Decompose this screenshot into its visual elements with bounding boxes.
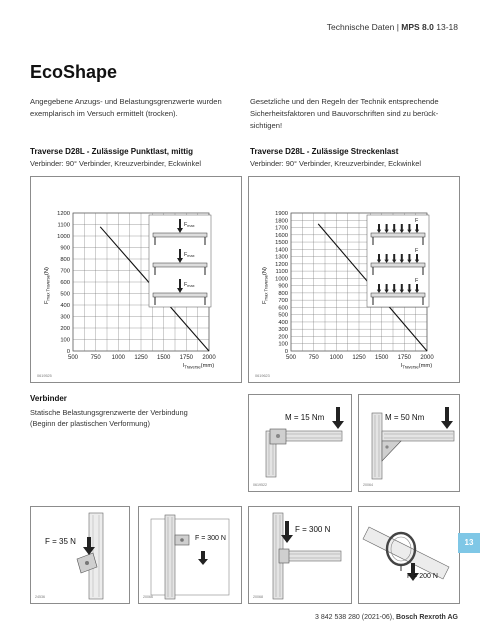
y-tick-label: 1200 [275,261,288,268]
force-300-cross-figure-id: 20066 [143,595,153,599]
y-tick-label: 1200 [57,211,70,217]
figure-force-35 [30,506,130,604]
load-arrow-icon [386,224,388,230]
verbinder-text-line: Statische Belastungsgrenzwerte der Verbindung [30,408,188,417]
moment-50-label: M = 50 Nm [385,413,425,422]
left-section-heading: Traverse D28L - Zulässige Punktlast, mittig [30,147,194,156]
y-axis-label: $F_{max Traverse}(N)$ [44,267,51,304]
intro-right [250,96,460,132]
y-tick-label: 700 [60,268,70,275]
inset-force-label: F [415,218,419,224]
page-footer [315,614,458,621]
force-300-t-figure-id: 20068 [253,595,263,599]
load-arrow-icon [378,254,380,260]
inset-beam [153,293,207,297]
y-tick-label: 800 [60,257,70,263]
moment-50-illustration [359,395,459,491]
x-tick-label: 1750 [397,355,412,361]
figure-force-200 [358,506,460,604]
inset-force-label: F [415,248,419,254]
force-arrow-icon [332,407,344,429]
y-tick-label: 1000 [57,234,70,240]
x-tick-label: 1750 [179,355,194,361]
moment-15-illustration [249,395,351,491]
x-tick-label: 1000 [329,355,344,361]
load-arrow-icon [378,284,380,290]
y-tick-label: 300 [60,314,70,321]
y-tick-label: 500 [60,291,70,298]
load-arrow-icon [416,224,418,230]
y-tick-label: 1600 [275,232,288,239]
figure-moment-50 [358,394,460,492]
chapter-tab[interactable]: 13 [458,533,480,553]
load-arrow-icon [408,284,410,290]
chart-line-load [249,177,459,382]
load-arrow-icon [408,254,410,260]
force-200-illustration [359,507,459,603]
inset-beam [371,263,425,267]
y-tick-label: 700 [278,298,288,305]
x-tick-label: 1500 [156,355,171,361]
y-tick-label: 500 [278,312,288,319]
y-tick-label: 600 [278,305,288,312]
x-tick-label: 1250 [134,355,148,361]
force-200-label: F = 200 N [407,573,438,580]
footer-company: Bosch Rexroth AG [396,614,458,621]
x-tick-label: 1500 [374,355,389,361]
x-tick-label: 500 [67,355,79,361]
inset-force-label: $F_{max}$ [184,252,195,259]
y-axis-label: $F_{max Traverse}(N)$ [262,267,269,304]
y-tick-label: 400 [278,319,288,326]
y-tick-label: 0 [66,349,70,355]
inset-force-label: F [415,278,419,284]
x-axis-label: $l_{Traverse}(mm)$ [183,363,215,370]
running-header: Technische Daten | MPS 8.0 13-18 [326,22,458,32]
y-tick-label: 1800 [275,218,288,225]
load-arrow-icon [378,224,380,230]
inset-force-label: $F_{max}$ [184,222,195,229]
load-arrow-icon [393,224,395,230]
force-35-label: F = 35 N [45,537,76,546]
intro-right-line: Sicherheitsfaktoren und Bauvorschriften sind zu berück- [250,109,439,118]
y-tick-label: 300 [278,327,288,334]
y-tick-label: 900 [60,245,70,252]
intro-right-line: sichtigen! [250,121,283,130]
header-page-number: 13-18 [436,22,458,32]
intro-left [30,96,240,120]
right-section-heading: Traverse D28L - Zulässige Streckenlast [250,147,399,156]
y-tick-label: 1100 [275,269,288,276]
y-tick-label: 1300 [275,254,288,261]
x-tick-label: 1000 [111,355,126,361]
verbinder-heading: Verbinder [30,394,67,403]
y-tick-label: 200 [278,334,288,341]
right-section-subtitle: Verbinder: 90° Verbinder, Kreuzverbinder, Eckwinkel [250,159,421,168]
moment-15-label: M = 15 Nm [285,413,325,422]
y-tick-label: 1900 [275,211,288,217]
y-tick-label: 1100 [57,222,70,229]
inset-beam [371,233,425,237]
moment-15-figure-id: 0619522 [253,483,267,487]
verbinder-section [30,394,230,429]
inset-beam [153,233,207,237]
y-tick-label: 1000 [275,276,288,283]
intro-right-line: Gesetzliche und den Regeln der Technik entsprechende [250,97,439,106]
load-arrow-icon [386,284,388,290]
header-product: MPS 8.0 [401,22,434,32]
load-arrow-icon [393,284,395,290]
page-title: EcoShape [30,62,118,82]
figure-force-300-t [248,506,352,604]
force-35-illustration [31,507,129,603]
y-tick-label: 1400 [275,247,288,254]
y-tick-label: 1700 [275,225,288,232]
moment-50-figure-id: 20064 [363,483,373,487]
y-tick-label: 100 [60,337,70,344]
load-arrow-icon [401,254,403,260]
force-arrow-icon [441,407,453,429]
y-tick-label: 200 [60,326,70,332]
force-300-cross-illustration [139,507,241,603]
inset-beam [371,293,425,297]
force-35-figure-id: 24536 [35,595,45,599]
footer-doc: 3 842 538 280 (2021-06), [315,614,395,621]
figure-id: 0619623 [255,374,270,378]
inset-beam [153,263,207,267]
load-arrow-icon [401,224,403,230]
verbinder-text-line: (Beginn der plastischen Verformung) [30,419,150,428]
load-arrow-icon [416,284,418,290]
x-tick-label: 750 [308,355,319,361]
load-arrow-icon [401,284,403,290]
load-arrow-icon [416,254,418,260]
x-axis-label: $l_{Traverse}(mm)$ [401,363,433,370]
force-300-t-illustration [249,507,351,603]
figure-id: 0619525 [37,374,52,378]
y-tick-label: 800 [278,290,288,297]
y-tick-label: 400 [60,303,70,309]
intro-left-line: exemplarisch im Versuch ermittelt (trocken). [30,109,178,118]
x-tick-label: 2000 [420,355,434,361]
y-tick-label: 1500 [275,240,288,247]
y-tick-label: 600 [60,280,70,286]
load-arrow-icon [408,224,410,230]
header-section: Technische Daten [326,22,395,32]
chart-panel-line-load [248,176,460,383]
force-arrow-icon [198,551,208,565]
chart-point-load [31,177,241,382]
load-arrow-icon [386,254,388,260]
intro-left-line: Angegebene Anzugs- und Belastungsgrenzwerte wurden [30,97,222,106]
figure-moment-15 [248,394,352,492]
x-tick-label: 1250 [352,355,366,361]
x-tick-label: 750 [90,355,101,361]
force-300-cross-label: F = 300 N [195,535,226,542]
figure-force-300-cross [138,506,242,604]
x-tick-label: 500 [285,355,297,361]
inset-force-label: $F_{max}$ [184,282,195,289]
y-tick-label: 100 [278,341,288,348]
right-section-header [250,147,421,168]
left-section-header [30,147,201,168]
force-300-t-label: F = 300 N [295,525,331,534]
y-tick-label: 0 [284,349,288,355]
x-tick-label: 2000 [202,355,216,361]
y-tick-label: 900 [278,283,288,290]
chart-panel-point-load [30,176,242,383]
load-arrow-icon [393,254,395,260]
left-section-subtitle: Verbinder: 90° Verbinder, Kreuzverbinder, Eckwinkel [30,159,201,168]
